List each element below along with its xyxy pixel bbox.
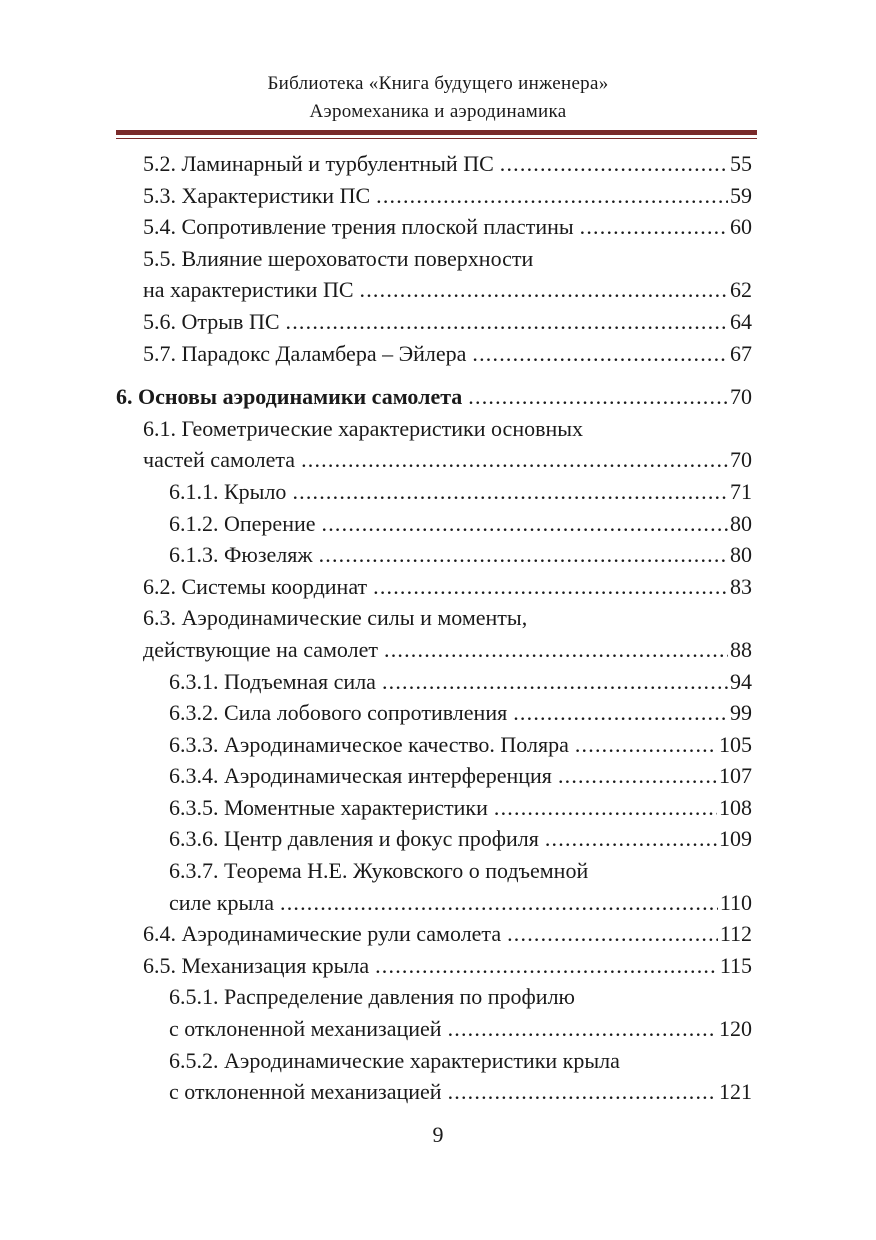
toc-dot-leader xyxy=(280,887,718,919)
toc-entry-page: 64 xyxy=(728,306,752,338)
toc-entry-title: 5.5. Влияние шероховатости поверхности xyxy=(143,245,534,271)
toc-entry[interactable] xyxy=(116,148,752,180)
toc-entry-title: 6.3.2. Сила лобового сопротивления xyxy=(169,697,513,729)
toc-dot-leader xyxy=(292,476,728,508)
toc-entry[interactable] xyxy=(116,211,752,243)
toc-entry-page: 115 xyxy=(718,950,752,982)
toc-entry-title: 6.3.3. Аэродинамическое качество. Поляра xyxy=(169,729,575,761)
toc-entry-title: 6. Основы аэродинамики самолета xyxy=(116,381,468,413)
toc-entry-page: 60 xyxy=(728,211,752,243)
toc-dot-leader xyxy=(468,381,728,413)
toc-entry[interactable] xyxy=(116,180,752,212)
header-book-title: Аэромеханика и аэродинамика xyxy=(309,101,567,122)
toc-entry-page: 110 xyxy=(718,887,752,919)
toc-dot-leader xyxy=(373,571,728,603)
toc-entry-title: на характеристики ПС xyxy=(143,274,360,306)
toc-entry[interactable] xyxy=(116,413,752,445)
toc-entry[interactable] xyxy=(116,444,752,476)
toc-entry[interactable] xyxy=(116,855,752,887)
toc-dot-leader xyxy=(360,274,728,306)
toc-entry-title: 5.3. Характеристики ПС xyxy=(143,180,376,212)
toc-dot-leader xyxy=(448,1013,717,1045)
table-of-contents xyxy=(116,148,752,1108)
toc-entry-title: действующие на самолет xyxy=(143,634,384,666)
toc-dot-leader xyxy=(545,823,717,855)
toc-entry[interactable] xyxy=(116,243,752,275)
toc-dot-leader xyxy=(507,918,718,950)
toc-dot-leader xyxy=(575,729,717,761)
header-rule-thick xyxy=(116,130,757,135)
toc-entry-page: 59 xyxy=(728,180,752,212)
toc-dot-leader xyxy=(382,666,728,698)
toc-entry[interactable] xyxy=(116,1045,752,1077)
toc-entry-title: 6.4. Аэродинамические рули самолета xyxy=(143,918,507,950)
toc-entry-page: 67 xyxy=(728,338,752,370)
toc-entry[interactable] xyxy=(116,508,752,540)
toc-entry-page: 105 xyxy=(717,729,752,761)
toc-entry[interactable] xyxy=(116,381,752,413)
toc-entry-page: 121 xyxy=(717,1076,752,1108)
toc-entry-page: 120 xyxy=(717,1013,752,1045)
toc-entry-title: 5.2. Ламинарный и турбулентный ПС xyxy=(143,148,500,180)
toc-dot-leader xyxy=(319,539,728,571)
toc-entry-title: с отклоненной механизацией xyxy=(169,1013,448,1045)
toc-entry-title: 6.3.6. Центр давления и фокус профиля xyxy=(169,823,545,855)
toc-entry-title: 6.3. Аэродинамические силы и моменты, xyxy=(143,605,528,631)
toc-entry-page: 107 xyxy=(717,760,752,792)
toc-dot-leader xyxy=(580,211,728,243)
header-rule-thin xyxy=(116,138,757,139)
toc-dot-leader xyxy=(376,180,728,212)
toc-entry-title: 6.2. Системы координат xyxy=(143,571,373,603)
toc-entry[interactable] xyxy=(116,571,752,603)
toc-entry[interactable] xyxy=(116,539,752,571)
toc-entry[interactable] xyxy=(116,887,752,919)
toc-dot-leader xyxy=(500,148,728,180)
toc-entry-page: 71 xyxy=(728,476,752,508)
running-header xyxy=(0,70,876,126)
toc-dot-leader xyxy=(375,950,718,982)
toc-entry-page: 70 xyxy=(728,381,752,413)
toc-entry-title: 5.6. Отрыв ПС xyxy=(143,306,286,338)
toc-entry-page: 108 xyxy=(717,792,752,824)
toc-entry-page: 70 xyxy=(728,444,752,476)
toc-dot-leader xyxy=(494,792,717,824)
toc-dot-leader xyxy=(301,444,728,476)
toc-entry-title: 6.3.7. Теорема Н.Е. Жуковского о подъемной xyxy=(169,858,589,884)
toc-entry[interactable] xyxy=(116,981,752,1013)
toc-entry[interactable] xyxy=(116,729,752,761)
toc-entry-title: 6.5.2. Аэродинамические характеристики крыла xyxy=(169,1047,620,1073)
toc-entry[interactable] xyxy=(116,950,752,982)
toc-entry-page: 62 xyxy=(728,274,752,306)
toc-entry[interactable] xyxy=(116,760,752,792)
toc-entry-page: 80 xyxy=(728,508,752,540)
toc-entry-page: 83 xyxy=(728,571,752,603)
toc-entry-page: 109 xyxy=(717,823,752,855)
toc-entry-title: с отклоненной механизацией xyxy=(169,1076,448,1108)
header-series-title: Библиотека «Книга будущего инженера» xyxy=(267,73,609,94)
toc-entry[interactable] xyxy=(116,274,752,306)
toc-entry-page: 88 xyxy=(728,634,752,666)
toc-dot-leader xyxy=(448,1076,717,1108)
toc-entry-title: 6.3.4. Аэродинамическая интерференция xyxy=(169,760,558,792)
toc-entry[interactable] xyxy=(116,634,752,666)
toc-entry-title: силе крыла xyxy=(169,887,280,919)
toc-entry-title: 6.3.1. Подъемная сила xyxy=(169,666,382,698)
toc-entry-title: 6.1.2. Оперение xyxy=(169,508,322,540)
toc-entry-title: 5.4. Сопротивление трения плоской пластины xyxy=(143,211,580,243)
toc-entry-title: 6.1.3. Фюзеляж xyxy=(169,539,319,571)
toc-entry[interactable] xyxy=(116,1013,752,1045)
toc-entry[interactable] xyxy=(116,792,752,824)
toc-entry[interactable] xyxy=(116,1076,752,1108)
toc-entry-page: 94 xyxy=(728,666,752,698)
toc-dot-leader xyxy=(286,306,728,338)
toc-entry[interactable] xyxy=(116,697,752,729)
toc-dot-leader xyxy=(322,508,728,540)
toc-dot-leader xyxy=(513,697,728,729)
page-number: 9 xyxy=(432,1122,444,1147)
toc-entry[interactable] xyxy=(116,476,752,508)
toc-entry[interactable] xyxy=(116,666,752,698)
toc-entry-page: 99 xyxy=(728,697,752,729)
toc-entry-title: 6.5.1. Распределение давления по профилю xyxy=(169,984,575,1010)
toc-entry-title: 6.1.1. Крыло xyxy=(169,476,292,508)
toc-entry-title: 5.7. Парадокс Даламбера – Эйлера xyxy=(143,338,472,370)
toc-entry[interactable] xyxy=(116,338,752,370)
toc-entry-title: частей самолета xyxy=(143,444,301,476)
toc-entry-page: 80 xyxy=(728,539,752,571)
toc-entry-page: 55 xyxy=(728,148,752,180)
toc-entry[interactable] xyxy=(116,306,752,338)
toc-entry-title: 6.5. Механизация крыла xyxy=(143,950,375,982)
toc-entry-title: 6.3.5. Моментные характеристики xyxy=(169,792,494,824)
toc-dot-leader xyxy=(472,338,728,370)
toc-entry[interactable] xyxy=(116,602,752,634)
toc-entry[interactable] xyxy=(116,823,752,855)
toc-dot-leader xyxy=(384,634,728,666)
toc-entry-title: 6.1. Геометрические характеристики основных xyxy=(143,415,584,441)
toc-entry-page: 112 xyxy=(718,918,752,950)
toc-entry[interactable] xyxy=(116,918,752,950)
toc-dot-leader xyxy=(558,760,717,792)
